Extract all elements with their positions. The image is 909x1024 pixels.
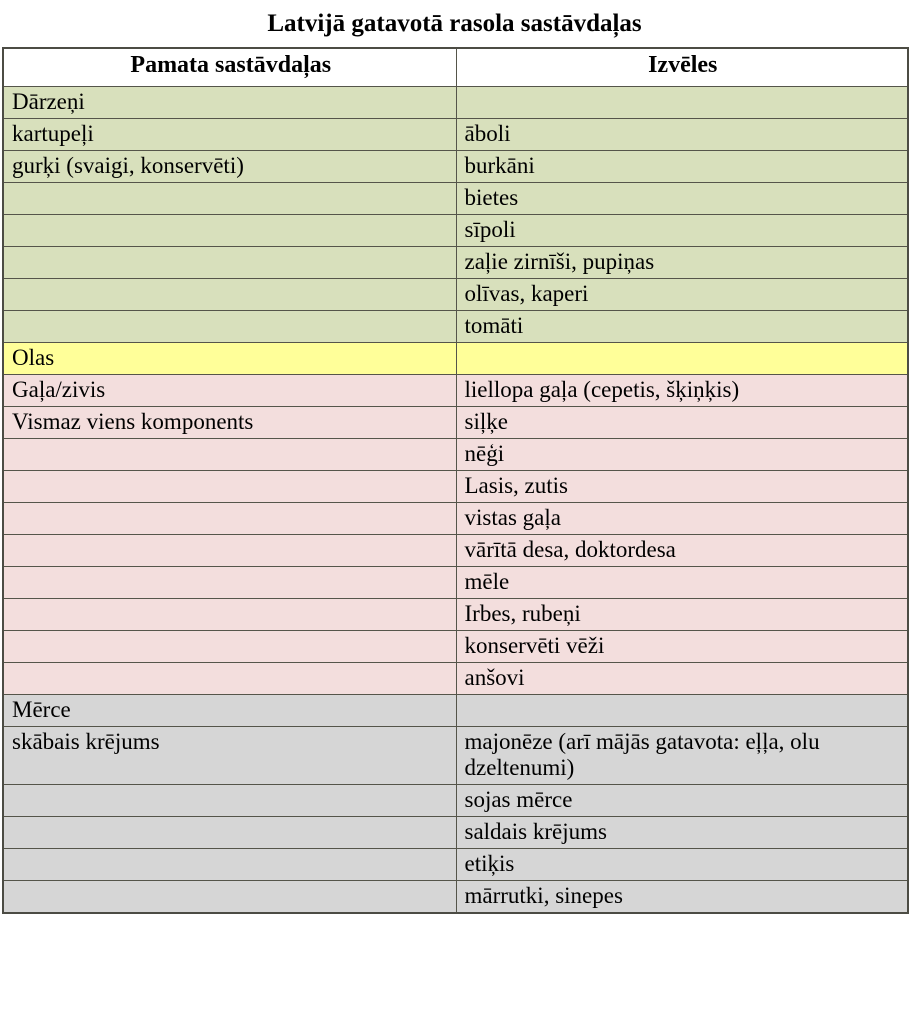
cell-base-ingredient: [3, 470, 456, 502]
cell-base-ingredient: [3, 182, 456, 214]
cell-option: olīvas, kaperi: [456, 278, 908, 310]
page-title: Latvijā gatavotā rasola sastāvdaļas: [267, 10, 642, 37]
table-header: [3, 48, 908, 86]
table-row: [3, 470, 908, 502]
table-row: [3, 726, 908, 784]
table-row: [3, 598, 908, 630]
cell-base-ingredient: [3, 246, 456, 278]
cell-option: Lasis, zutis: [456, 470, 908, 502]
cell-base-ingredient: [3, 278, 456, 310]
cell-option: saldais krējums: [456, 816, 908, 848]
table-row: [3, 118, 908, 150]
cell-option: Irbes, rubeņi: [456, 598, 908, 630]
cell-option: sīpoli: [456, 214, 908, 246]
ingredients-table: [2, 47, 909, 914]
cell-option: vārītā desa, doktordesa: [456, 534, 908, 566]
table-body: [3, 86, 908, 913]
table-row: [3, 278, 908, 310]
cell-base-ingredient: [3, 534, 456, 566]
cell-base-ingredient: [3, 502, 456, 534]
table-row: [3, 438, 908, 470]
table-row: [3, 150, 908, 182]
table-row: [3, 86, 908, 118]
cell-option: [456, 694, 908, 726]
table-row: [3, 534, 908, 566]
cell-base-ingredient: Olas: [3, 342, 456, 374]
table-row: [3, 784, 908, 816]
table-row: [3, 246, 908, 278]
cell-option: nēģi: [456, 438, 908, 470]
cell-option: burkāni: [456, 150, 908, 182]
cell-option: zaļie zirnīši, pupiņas: [456, 246, 908, 278]
cell-base-ingredient: [3, 630, 456, 662]
cell-base-ingredient: [3, 816, 456, 848]
cell-option: sojas mērce: [456, 784, 908, 816]
cell-base-ingredient: Dārzeņi: [3, 86, 456, 118]
cell-base-ingredient: Gaļa/zivis: [3, 374, 456, 406]
cell-base-ingredient: [3, 310, 456, 342]
table-row: [3, 342, 908, 374]
cell-base-ingredient: [3, 880, 456, 913]
table-row: [3, 374, 908, 406]
cell-base-ingredient: [3, 598, 456, 630]
cell-base-ingredient: gurķi (svaigi, konservēti): [3, 150, 456, 182]
table-row: [3, 880, 908, 913]
cell-option: etiķis: [456, 848, 908, 880]
table-row: [3, 182, 908, 214]
table-header-row: [3, 48, 908, 86]
cell-option: [456, 86, 908, 118]
column-header-options: Izvēles: [456, 48, 908, 86]
cell-option: siļķe: [456, 406, 908, 438]
table-row: [3, 630, 908, 662]
cell-base-ingredient: skābais krējums: [3, 726, 456, 784]
cell-base-ingredient: Mērce: [3, 694, 456, 726]
cell-base-ingredient: kartupeļi: [3, 118, 456, 150]
cell-option: mēle: [456, 566, 908, 598]
cell-base-ingredient: [3, 566, 456, 598]
cell-option: āboli: [456, 118, 908, 150]
table-row: [3, 214, 908, 246]
cell-option: bietes: [456, 182, 908, 214]
table-row: [3, 406, 908, 438]
cell-base-ingredient: [3, 214, 456, 246]
table-row: [3, 816, 908, 848]
cell-base-ingredient: Vismaz viens komponents: [3, 406, 456, 438]
column-header-base-ingredients: Pamata sastāvdaļas: [3, 48, 456, 86]
cell-base-ingredient: [3, 848, 456, 880]
cell-option: anšovi: [456, 662, 908, 694]
cell-option: tomāti: [456, 310, 908, 342]
cell-base-ingredient: [3, 438, 456, 470]
cell-option: mārrutki, sinepes: [456, 880, 908, 913]
cell-option: majonēze (arī mājās gatavota: eļļa, olu dzeltenumi): [456, 726, 908, 784]
table-row: [3, 310, 908, 342]
table-row: [3, 566, 908, 598]
cell-option: liellopa gaļa (cepetis, šķiņķis): [456, 374, 908, 406]
cell-option: konservēti vēži: [456, 630, 908, 662]
table-row: [3, 662, 908, 694]
cell-option: [456, 342, 908, 374]
cell-base-ingredient: [3, 662, 456, 694]
cell-option: vistas gaļa: [456, 502, 908, 534]
table-row: [3, 502, 908, 534]
cell-base-ingredient: [3, 784, 456, 816]
table-row: [3, 694, 908, 726]
table-row: [3, 848, 908, 880]
